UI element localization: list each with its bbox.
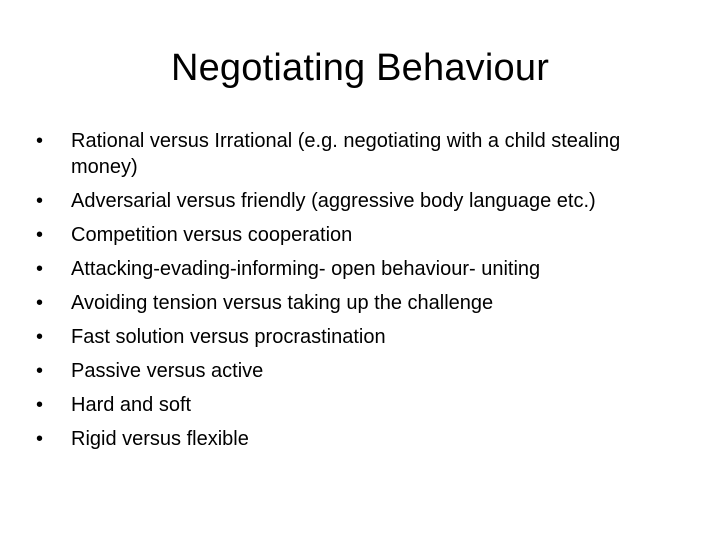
bullet-dot-icon: • bbox=[36, 190, 44, 212]
bullet-item bbox=[36, 358, 686, 384]
slide-title: Negotiating Behaviour bbox=[170, 47, 550, 89]
bullet-item bbox=[36, 426, 686, 452]
bullet-item bbox=[36, 128, 686, 180]
bullet-item bbox=[36, 324, 686, 350]
bullet-dot-icon: • bbox=[36, 258, 44, 280]
bullet-text: Fast solution versus procrastination bbox=[71, 326, 386, 348]
bullet-text: Rational versus Irrational (e.g. negotiating with a child stealing money) bbox=[71, 130, 621, 178]
bullet-text: Competition versus cooperation bbox=[71, 224, 353, 246]
bullet-dot-icon: • bbox=[36, 360, 44, 382]
bullet-text: Avoiding tension versus taking up the challenge bbox=[71, 292, 494, 314]
bullet-dot-icon: • bbox=[36, 326, 44, 348]
bullet-item bbox=[36, 392, 686, 418]
bullet-dot-icon: • bbox=[36, 428, 44, 450]
bullet-item bbox=[36, 222, 686, 248]
bullet-dot-icon: • bbox=[36, 292, 44, 314]
bullet-text: Attacking-evading-informing- open behaviour- uniting bbox=[71, 258, 541, 280]
bullet-item bbox=[36, 188, 686, 214]
bullet-text: Adversarial versus friendly (aggressive body language etc.) bbox=[71, 190, 596, 212]
bullet-text: Passive versus active bbox=[71, 360, 264, 382]
bullet-dot-icon: • bbox=[36, 130, 44, 152]
bullet-list bbox=[36, 128, 686, 460]
bullet-dot-icon: • bbox=[36, 394, 44, 416]
bullet-text: Hard and soft bbox=[71, 394, 192, 416]
bullet-item bbox=[36, 290, 686, 316]
bullet-dot-icon: • bbox=[36, 224, 44, 246]
bullet-item bbox=[36, 256, 686, 282]
bullet-text: Rigid versus flexible bbox=[71, 428, 249, 450]
